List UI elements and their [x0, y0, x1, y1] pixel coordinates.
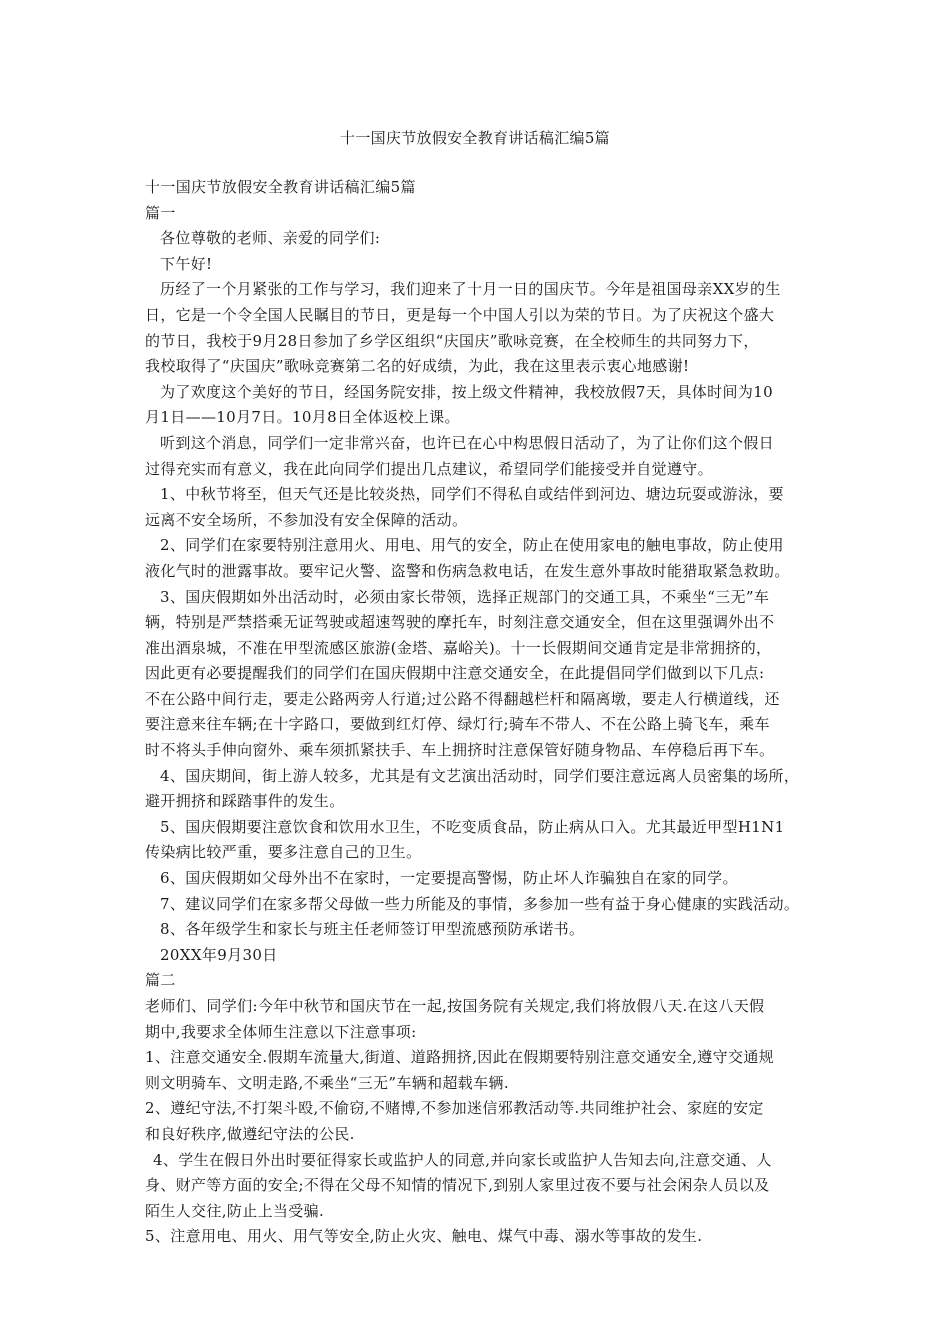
text-line: 身、财产等方面的安全;不得在父母不知情的情况下,到别人家里过夜不要与社会闲杂人员以及: [145, 1176, 770, 1195]
text-line: 时不将头手伸向窗外、乘车须抓紧扶手、车上拥挤时注意保管好随身物品、车停稳后再下车。: [145, 741, 775, 760]
text-line: 篇二: [145, 971, 176, 990]
text-line: 4、国庆期间，街上游人较多，尤其是有文艺演出活动时，同学们要注意远离人员密集的场所，: [160, 766, 800, 785]
text-line: 我校取得了“庆国庆”歌咏竞赛第二名的好成绩，为此，我在这里表示衷心地感谢!: [145, 357, 690, 376]
text-line: 5、注意用电、用火、用气等安全,防止火灾、触电、煤气中毒、溺水等事故的发生.: [145, 1227, 703, 1246]
text-line: 期中,我要求全体师生注意以下注意事项:: [145, 1022, 417, 1041]
document-body: [145, 175, 825, 1250]
text-line: 5、国庆假期要注意饮食和饮用水卫生，不吃变质食品，防止病从口入。尤其最近甲型H1N1: [160, 817, 785, 836]
text-line: 日，它是一个令全国人民瞩目的节日，更是每一个中国人引以为荣的节日。为了庆祝这个盛大: [145, 305, 775, 324]
text-line: 为了欢度这个美好的节日，经国务院安排，按上级文件精神，我校放假7天，具体时间为10: [160, 382, 773, 401]
text-line: 避开拥挤和踩踏事件的发生。: [145, 792, 345, 811]
text-line: 传染病比较严重，要多注意自己的卫生。: [145, 843, 422, 862]
text-line: 则文明骑车、文明走路,不乘坐“三无”车辆和超载车辆.: [145, 1073, 509, 1092]
text-line: 2、遵纪守法,不打架斗殴,不偷窃,不赌博,不参加迷信邪教活动等.共同维护社会、家庭的安定: [145, 1099, 764, 1118]
text-line: 和良好秩序,做遵纪守法的公民.: [145, 1124, 355, 1143]
text-line: 辆，特别是严禁搭乘无证驾驶或超速驾驶的摩托车，时刻注意交通安全，但在这里强调外出不: [145, 613, 775, 632]
text-line: 过得充实而有意义，我在此向同学们提出几点建议，希望同学们能接受并自觉遵守。: [145, 459, 713, 478]
text-line: 20XX年9月30日: [160, 945, 278, 964]
text-line: 2、同学们在家要特别注意用火、用电、用气的安全，防止在使用家电的触电事故，防止使用: [160, 536, 784, 555]
text-line: 因此更有必要提醒我们的同学们在国庆假期中注意交通安全，在此提倡同学们做到以下几点:: [145, 664, 765, 683]
text-line: 3、国庆假期如外出活动时，必须由家长带领，选择正规部门的交通工具，不乘坐“三无”车: [160, 587, 770, 606]
text-line: 各位尊敬的老师、亲爱的同学们:: [160, 229, 381, 248]
text-line: 液化气时的泄露事故。要牢记火警、盗警和伤病急救电话，在发生意外事故时能猎取紧急救助。: [145, 561, 790, 580]
text-line: 7、建议同学们在家多帮父母做一些力所能及的事情，多参加一些有益于身心健康的实践活动。: [160, 894, 800, 913]
text-line: 篇一: [145, 203, 176, 222]
text-line: 听到这个消息，同学们一定非常兴奋，也许已在心中构思假日活动了，为了让你们这个假日: [160, 433, 775, 452]
text-line: 6、国庆假期如父母外出不在家时，一定要提高警惕，防止坏人诈骗独自在家的同学。: [160, 869, 738, 888]
text-line: 老师们、同学们:今年中秋节和国庆节在一起,按国务院有关规定,我们将放假八天.在这八天假: [145, 997, 765, 1015]
text-line: 历经了一个月紧张的工作与学习，我们迎来了十月一日的国庆节。今年是祖国母亲XX岁的生: [160, 280, 781, 299]
text-line: 8、各年级学生和家长与班主任老师签订甲型流感预防承诺书。: [160, 920, 585, 939]
text-line: 月1日——10月7日。10月8日全体返校上课。: [145, 408, 460, 427]
text-line: 4、学生在假日外出时要征得家长或监护人的同意,并向家长或监护人告知去向,注意交通、人: [153, 1150, 772, 1169]
text-line: 远离不安全场所，不参加没有安全保障的活动。: [145, 510, 468, 529]
text-line: 不在公路中间行走，要走公路两旁人行道;过公路不得翻越栏杆和隔离墩，要走人行横道线，还: [145, 689, 780, 708]
text-line: 1、注意交通安全.假期车流量大,街道、道路拥挤,因此在假期要特别注意交通安全,遵守交通规: [145, 1048, 775, 1067]
text-line: 陌生人交往,防止上当受骗.: [145, 1201, 325, 1220]
text-line: 的节日，我校于9月28日参加了乡学区组织“庆国庆”歌咏竞赛，在全校师生的共同努力下，: [145, 331, 759, 350]
text-line: 下午好!: [160, 254, 213, 273]
text-line: 要注意来往车辆;在十字路口，要做到红灯停、绿灯行;骑车不带人、不在公路上骑飞车，乘车: [145, 715, 770, 734]
document-title: 十一国庆节放假安全教育讲话稿汇编5篇: [340, 129, 610, 147]
text-line: 准出酒泉城，不准在甲型流感区旅游(金塔、嘉峪关)。十一长假期间交通肯定是非常拥挤的，: [145, 638, 772, 657]
text-line: 1、中秋节将至，但天气还是比较炎热，同学们不得私自或结伴到河边、塘边玩耍或游泳，要: [160, 485, 784, 504]
text-line: 十一国庆节放假安全教育讲话稿汇编5篇: [145, 178, 416, 196]
